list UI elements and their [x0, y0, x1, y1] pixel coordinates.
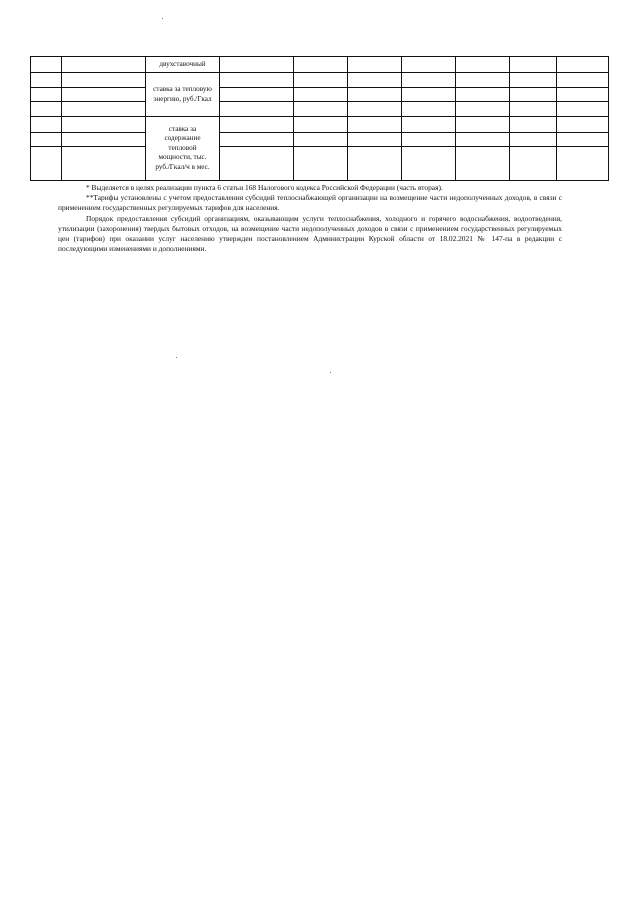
table-cell — [402, 147, 456, 181]
table-cell — [62, 57, 146, 73]
table-cell — [294, 133, 348, 147]
table-cell — [294, 57, 348, 73]
table-cell — [402, 88, 456, 102]
table-cell — [456, 88, 510, 102]
table-cell — [31, 133, 62, 147]
table-cell — [557, 133, 609, 147]
table-cell — [31, 102, 62, 117]
table-cell — [456, 147, 510, 181]
table-cell — [510, 57, 557, 73]
table-cell — [294, 88, 348, 102]
table-cell — [510, 133, 557, 147]
table-cell — [510, 102, 557, 117]
table-row — [31, 133, 609, 147]
table-cell — [294, 147, 348, 181]
row-label-two-part: двухставочный — [146, 57, 220, 73]
scan-speck — [176, 357, 177, 358]
footnote-subsidy: **Тарифы установлены с учетом предоставления субсидий теплоснабжающей организации на возмещение части недополученных доходов, в связи с применением государственных регулируемых тарифов для населения. — [58, 193, 562, 213]
table-row — [31, 88, 609, 102]
table-cell — [31, 88, 62, 102]
table-cell — [456, 102, 510, 117]
table-cell — [348, 88, 402, 102]
table-cell — [402, 102, 456, 117]
scan-speck — [330, 372, 331, 373]
table-cell — [402, 117, 456, 133]
table-cell — [510, 147, 557, 181]
table-cell — [456, 57, 510, 73]
table-cell — [348, 73, 402, 88]
table-row — [31, 147, 609, 181]
table-cell — [557, 73, 609, 88]
table-cell — [31, 73, 62, 88]
table-cell — [220, 57, 294, 73]
table-cell — [557, 147, 609, 181]
table-cell — [62, 133, 146, 147]
table-cell — [294, 102, 348, 117]
table-cell — [557, 117, 609, 133]
table-cell — [220, 147, 294, 181]
table-cell — [348, 147, 402, 181]
footnote-vat: * Выделяется в целях реализации пункта 6 статьи 168 Налогового кодекса Российской Федерации (часть вторая). — [86, 183, 443, 192]
table-cell — [456, 73, 510, 88]
table-cell — [510, 88, 557, 102]
table-cell — [220, 102, 294, 117]
row-label-energy-rate: ставка за тепловую энергию, руб./Гкал — [146, 73, 220, 117]
table-cell — [220, 88, 294, 102]
table-row — [31, 57, 609, 73]
table-cell — [62, 147, 146, 181]
table-cell — [62, 88, 146, 102]
table-cell — [402, 133, 456, 147]
scan-speck — [162, 18, 163, 19]
footnotes — [58, 183, 562, 254]
footnote-procedure: Порядок предоставления субсидий организациям, оказывающим услуги теплоснабжения, холодного и горячего водоснабжения, водоотведения, утилизации (захоронения) твердых бытовых отходов, на возмещение части недополученных доходов в связи с применением государственных регулируемых цен (тарифов) при оказании услуг населению утвержден постановлением Администрации Курской области от 18.02.2021 № 147-па в редакции с последующими изменениями и дополнениями. — [58, 213, 562, 254]
table-cell — [402, 73, 456, 88]
table-row — [31, 117, 609, 133]
table-cell — [557, 57, 609, 73]
table-cell — [62, 73, 146, 88]
table-cell — [402, 57, 456, 73]
table-cell — [348, 57, 402, 73]
table-cell — [62, 117, 146, 133]
table-cell — [348, 133, 402, 147]
table-cell — [31, 147, 62, 181]
table-cell — [220, 117, 294, 133]
tariff-table — [30, 56, 609, 181]
row-label-capacity-rate: ставка за содержание тепловой мощности, тыс. руб./Гкал/ч в мес. — [146, 117, 220, 181]
table-cell — [294, 73, 348, 88]
table-cell — [294, 117, 348, 133]
table-cell — [348, 117, 402, 133]
table-cell — [31, 57, 62, 73]
table-cell — [62, 102, 146, 117]
table-cell — [456, 133, 510, 147]
table-cell — [220, 73, 294, 88]
table-cell — [557, 88, 609, 102]
table-cell — [557, 102, 609, 117]
table-cell — [510, 117, 557, 133]
table-cell — [348, 102, 402, 117]
table-row — [31, 102, 609, 117]
table-row — [31, 73, 609, 88]
table-cell — [510, 73, 557, 88]
table-cell — [220, 133, 294, 147]
table-cell — [456, 117, 510, 133]
table-cell — [31, 117, 62, 133]
